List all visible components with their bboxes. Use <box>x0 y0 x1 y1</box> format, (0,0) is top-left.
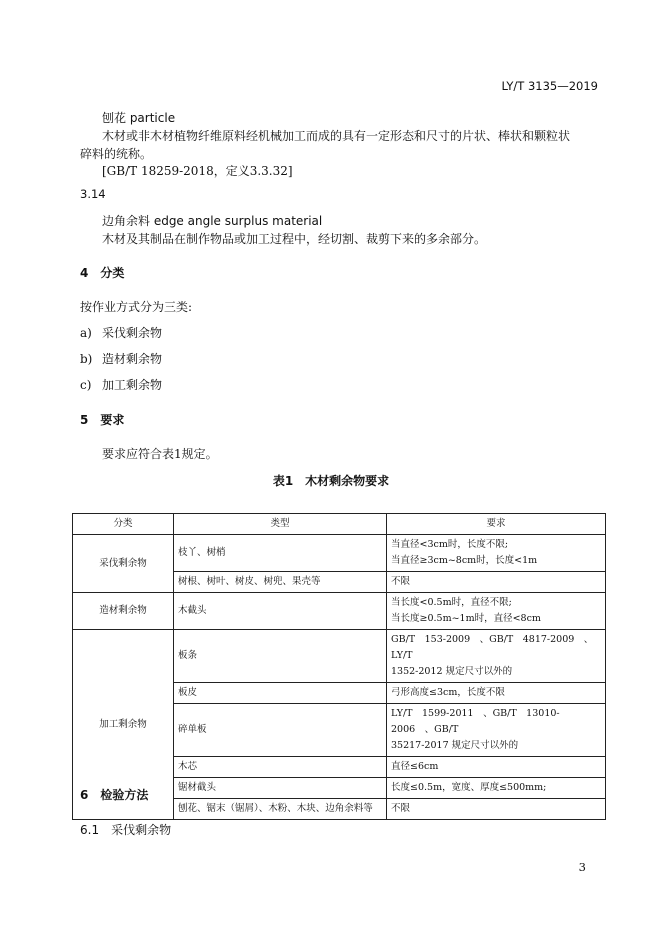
requirement-line: GB/T 153-2009 、GB/T 4817-2009 、LY/T <box>391 634 594 661</box>
table-requirement-cell: 不限 <box>387 572 606 593</box>
table-type-cell: 碎单板 <box>174 704 387 757</box>
requirement-line: 当直径≥3cm~8cm时，长度<1m <box>391 555 538 566</box>
list-item-text: 加工剩余物 <box>102 378 163 392</box>
section-5-number: 5 <box>80 413 89 427</box>
table-type-cell: 板皮 <box>174 683 387 704</box>
term-edge-material: 边角余料 edge angle surplus material <box>102 214 323 228</box>
subsection-6-1-title: 采伐剩余物 <box>111 823 172 837</box>
section-5-title: 要求 <box>100 413 125 427</box>
subsection-6-1-heading <box>80 821 171 838</box>
table-requirement-cell: 不限 <box>387 799 606 820</box>
table-type-cell: 锯材截头 <box>174 778 387 799</box>
list-item-c <box>80 376 162 393</box>
term-edge-material-definition: 木材及其制品在制作物品或加工过程中，经切割、裁剪下来的多余部分。 <box>102 232 487 246</box>
table-type-cell: 枝丫、树梢 <box>174 535 387 572</box>
table-type-cell: 木芯 <box>174 757 387 778</box>
section-6-heading <box>80 786 148 803</box>
document-code: LY/T 3135—2019 <box>501 79 598 93</box>
list-marker: a) <box>80 326 92 340</box>
requirement-line: 当长度≥0.5m~1m时，直径<8cm <box>391 613 541 624</box>
term-particle: 刨花 particle <box>102 111 176 125</box>
term-particle-source: [GB/T 18259-2018，定义3.3.32] <box>102 164 293 178</box>
table-type-cell: 板条 <box>174 630 387 683</box>
table-type-cell: 刨花、锯末（锯屑）、木粉、木块、边角余料等 <box>174 799 387 820</box>
section-4-intro: 按作业方式分为三类: <box>80 300 193 314</box>
requirement-line: 当直径<3cm时，长度不限; <box>391 539 509 550</box>
requirements-table <box>72 513 606 820</box>
table-requirement-cell: 弓形高度≤3cm，长度不限 <box>387 683 606 704</box>
table-category-cell: 造材剩余物 <box>73 593 174 630</box>
table-row <box>73 630 606 683</box>
table-header-type: 类型 <box>174 514 387 535</box>
list-marker: c) <box>80 378 92 392</box>
table-requirement-cell: 长度≤0.5m，宽度、厚度≤500mm; <box>387 778 606 799</box>
requirement-line: 1352-2012 规定尺寸以外的 <box>391 666 513 677</box>
table-row <box>73 535 606 572</box>
term-particle-definition-line2: 碎料的统称。 <box>80 147 153 161</box>
section-6-title: 检验方法 <box>100 788 149 802</box>
page-number: 3 <box>578 860 586 874</box>
section-4-title: 分类 <box>100 266 125 280</box>
table-requirement-cell <box>387 704 606 757</box>
requirement-line: 35217-2017 规定尺寸以外的 <box>391 740 519 751</box>
table-type-cell: 木截头 <box>174 593 387 630</box>
table-requirement-cell: 直径≤6cm <box>387 757 606 778</box>
list-item-text: 采伐剩余物 <box>102 326 163 340</box>
table-header-row <box>73 514 606 535</box>
table-type-cell: 树根、树叶、树皮、树兜、果壳等 <box>174 572 387 593</box>
list-item-text: 造材剩余物 <box>102 352 163 366</box>
table-row <box>73 593 606 630</box>
table-header-requirement: 要求 <box>387 514 606 535</box>
term-particle-definition-line1: 木材或非木材植物纤维原料经机械加工而成的具有一定形态和尺寸的片状、棒状和颗粒状 <box>102 129 571 143</box>
table-category-cell: 采伐剩余物 <box>73 535 174 593</box>
table-header-category: 分类 <box>73 514 174 535</box>
list-item-a <box>80 324 162 341</box>
requirement-line: LY/T 1599-2011 、GB/T 13010-2006 、GB/T <box>391 708 560 735</box>
term-number-3-14: 3.14 <box>80 187 106 201</box>
list-item-b <box>80 350 162 367</box>
table-requirement-cell <box>387 535 606 572</box>
section-4-heading <box>80 264 124 281</box>
table-requirement-cell <box>387 630 606 683</box>
section-6-number: 6 <box>80 788 89 802</box>
section-4-number: 4 <box>80 266 89 280</box>
table-category-cell: 加工剩余物 <box>73 630 174 820</box>
requirement-line: 当长度<0.5m时，直径不限; <box>391 597 512 608</box>
list-marker: b) <box>80 352 93 366</box>
table-requirement-cell <box>387 593 606 630</box>
table-caption: 表1 木材剩余物要求 <box>272 474 390 488</box>
section-5-intro: 要求应符合表1规定。 <box>102 447 218 461</box>
section-5-heading <box>80 411 124 428</box>
subsection-6-1-number: 6.1 <box>80 823 100 837</box>
